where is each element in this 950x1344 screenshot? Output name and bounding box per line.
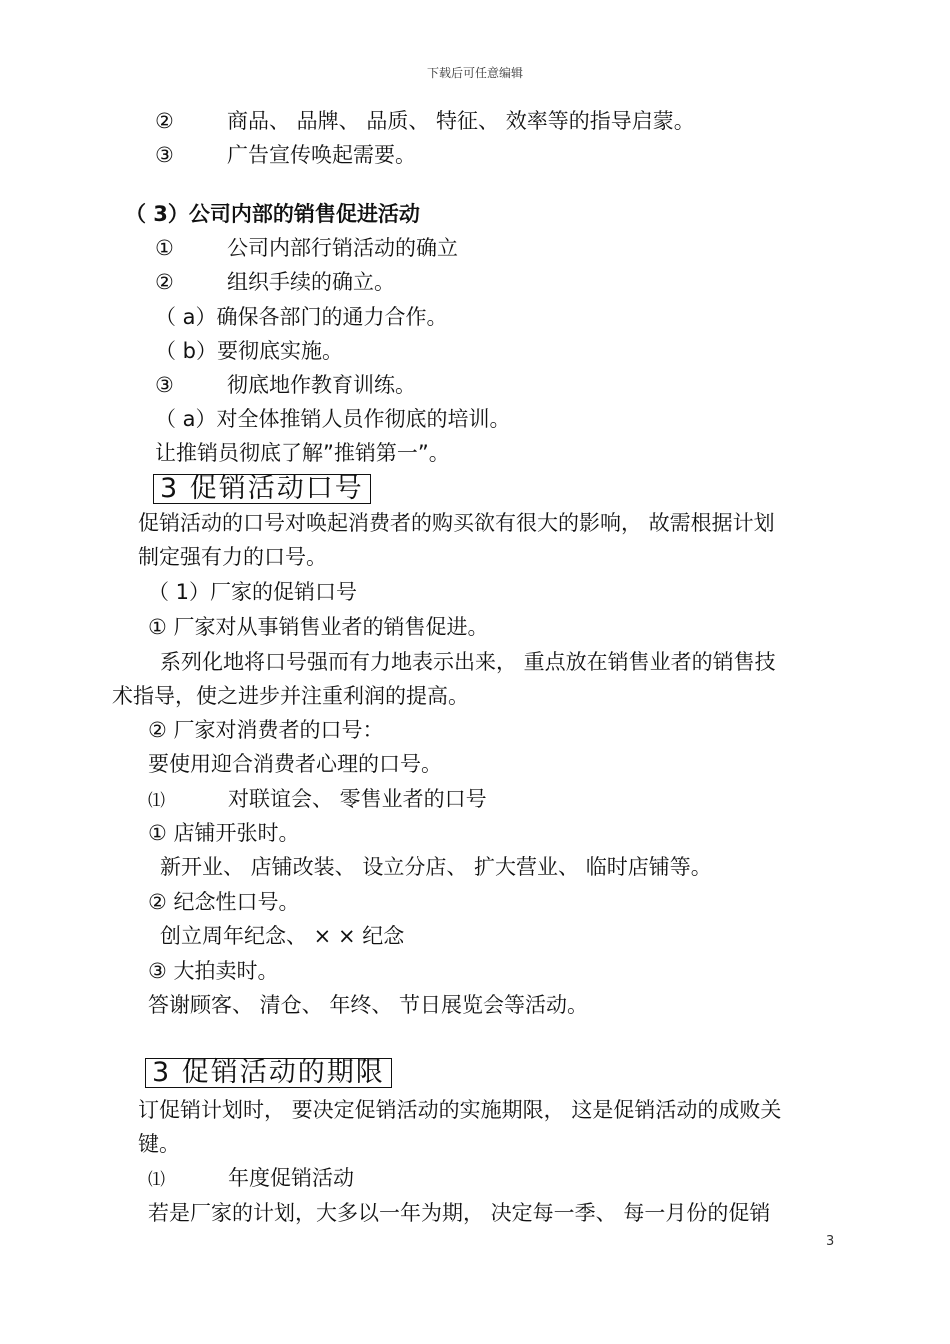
list-item xyxy=(148,785,487,815)
paragraph-line: 让推销员彻底了解”推销第一”。 xyxy=(155,441,450,465)
paragraph-line: （ a）确保各部门的通力合作。 xyxy=(155,305,448,329)
paragraph-line: （ a）对全体推销人员作彻底的培训。 xyxy=(155,407,511,431)
list-item-text: 商品、 品牌、 品质、 特征、 效率等的指导启蒙。 xyxy=(227,109,695,133)
list-item-text: 对联谊会、 零售业者的口号 xyxy=(228,787,487,811)
list-marker: ③ xyxy=(155,373,174,397)
paragraph-line: 答谢顾客、 清仓、 年终、 节日展览会等活动。 xyxy=(148,993,589,1017)
boxed-section-title: 3 促销活动口号 xyxy=(153,474,371,504)
list-item xyxy=(155,234,458,262)
list-marker: ② xyxy=(155,270,174,294)
paragraph-line: ① 店铺开张时。 xyxy=(148,821,300,845)
list-item xyxy=(148,1164,354,1194)
paragraph-line: 若是厂家的计划，大多以一年为期， 决定每一季、 每一月份的促销 xyxy=(148,1201,771,1225)
paragraph-line: 要使用迎合消费者心理的口号。 xyxy=(148,752,442,776)
list-item-text: 组织手续的确立。 xyxy=(227,270,395,294)
paragraph-line: （ b）要彻底实施。 xyxy=(155,339,344,363)
list-item xyxy=(155,141,416,169)
section-heading: （ 3）公司内部的销售促进活动 xyxy=(125,202,420,226)
list-item-text: 广告宣传唤起需要。 xyxy=(227,143,416,167)
list-marker: ① xyxy=(155,236,174,260)
paragraph-line: ② 厂家对消费者的口号： xyxy=(148,718,384,742)
page-header: 下载后可任意编辑 xyxy=(426,66,523,80)
paragraph-line: ② 纪念性口号。 xyxy=(148,890,300,914)
list-item xyxy=(155,371,416,399)
list-item xyxy=(155,107,695,135)
paragraph-line: 系列化地将口号强而有力地表示出来， 重点放在销售业者的销售技 xyxy=(160,650,776,674)
paragraph-line: 订促销计划时， 要决定促销活动的实施期限， 这是促销活动的成败关 xyxy=(138,1098,782,1122)
paragraph-line: 新开业、 店铺改装、 设立分店、 扩大营业、 临时店铺等。 xyxy=(160,855,712,879)
paragraph-line: 创立周年纪念、 × × 纪念 xyxy=(160,924,405,948)
boxed-section-title: 3 促销活动的期限 xyxy=(145,1058,392,1088)
paragraph-line: 键。 xyxy=(138,1132,180,1156)
list-marker: ② xyxy=(155,109,174,133)
list-item-text: 年度促销活动 xyxy=(228,1166,354,1190)
list-item-text: 彻底地作教育训练。 xyxy=(227,373,416,397)
list-marker: ⑴ xyxy=(148,791,165,811)
list-item-text: 公司内部行销活动的确立 xyxy=(227,236,458,260)
paragraph-line: 促销活动的口号对唤起消费者的购买欲有很大的影响， 故需根据计划 xyxy=(138,511,775,535)
list-marker: ⑴ xyxy=(148,1170,165,1190)
paragraph-line: ③ 大拍卖时。 xyxy=(148,959,279,983)
paragraph-line: 制定强有力的口号。 xyxy=(138,545,327,569)
paragraph-line: 术指导，使之进步并注重利润的提高。 xyxy=(112,684,469,708)
paragraph-line: ① 厂家对从事销售业者的销售促进。 xyxy=(148,615,489,639)
page-number: 3 xyxy=(826,1234,835,1249)
list-item xyxy=(155,268,395,296)
paragraph-line: （ 1）厂家的促销口号 xyxy=(148,580,358,604)
list-marker: ③ xyxy=(155,143,174,167)
